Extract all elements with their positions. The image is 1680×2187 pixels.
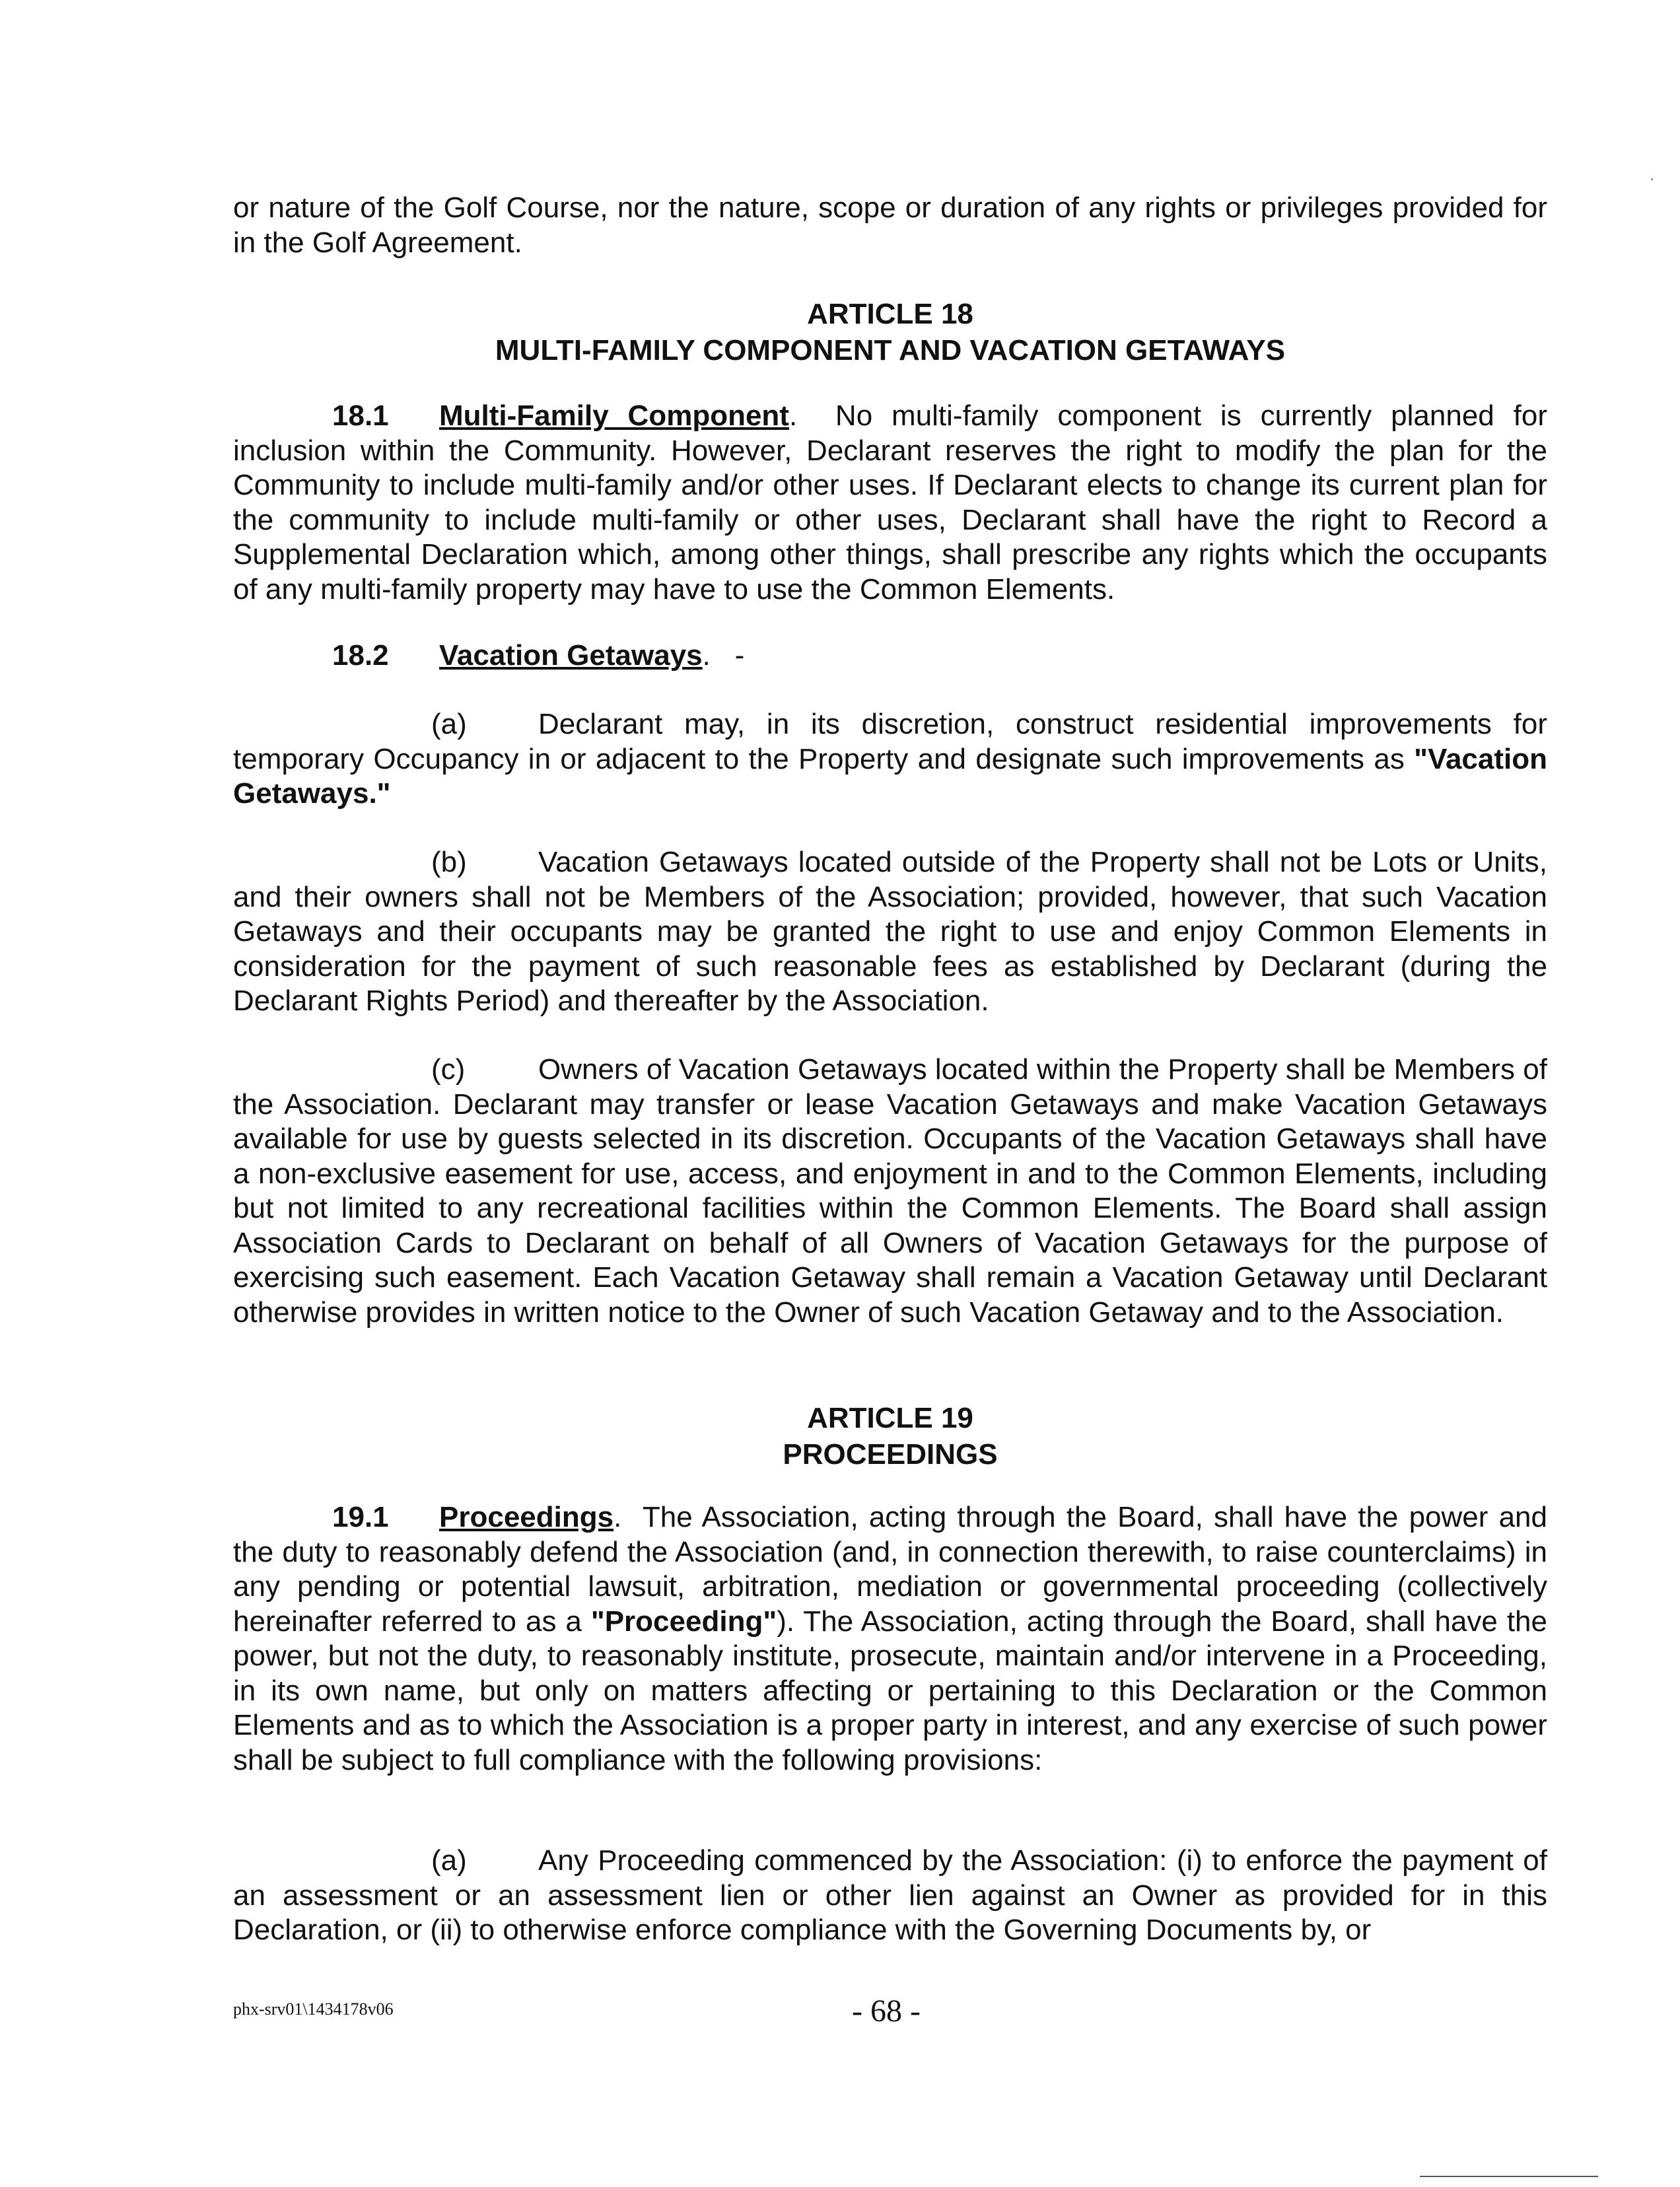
defined-term: "Vacation Getaways." <box>233 742 1547 810</box>
subsection-18-2-b <box>233 845 1547 1019</box>
article-18-title: MULTI-FAMILY COMPONENT AND VACATION GETAWAYS <box>495 334 1286 366</box>
section-19-1: 19.1 Proceedings. The Association, acting through the Board, shall have the power and the duty to reasonably defend the Association (and, in connection therewith, to raise counterclaims) in any pending or potential lawsuit, arbitration, mediation or governmental proceeding (collectively hereinafter referred to as a "Proceeding"). The Association, acting through the Board, shall have the power, but not the duty, to reasonably institute, prosecute, maintain and/or intervene in a Proceeding, in its own name, but only on matters affecting or pertaining to this Declaration or the Common Elements and as to which the Association is a proper party in interest, and any exercise of such power shall be subject to full compliance with the following provisions: <box>233 1501 1547 1776</box>
subsection-text: Vacation Getaways located outside of the Property shall not be Lots or Units, and their owners shall not be Members of the Association; provided, however, that such Vacation Getaways and their occupants may be granted the right to use and enjoy Common Elements in consideration for the payment of such reasonable fees as established by Declarant (during the Declarant Rights Period) and thereafter by the Association. <box>233 846 1547 1017</box>
scan-artifact-dot <box>1651 178 1653 180</box>
subsection-label: (b) <box>431 846 467 878</box>
scan-artifact-line <box>1420 2176 1598 2177</box>
subsection-text: Any Proceeding commenced by the Association: (i) to enforce the payment of an assessment or an assessment lien or other lien against an Owner as provided for in this Declaration, or (ii) to otherwise enforce compliance with the Governing Documents by, or <box>233 1844 1547 1946</box>
section-18-1: 18.1 Multi-Family Component. No multi-family component is currently planned for inclusion within the Community. However, Declarant reserves the right to modify the plan for the Community to include multi-family and/or other uses. If Declarant elects to change its current plan for the community to include multi-family or other uses, Declarant shall have the right to Record a Supplemental Declaration which, among other things, shall prescribe any rights which the occupants of any multi-family property may have to use the Common Elements. <box>233 399 1547 606</box>
subsection-18-2-c <box>233 1053 1547 1330</box>
defined-term: "Proceeding" <box>590 1605 777 1638</box>
stray-mark: - <box>734 639 745 672</box>
article-18-heading <box>233 296 1547 368</box>
subsection-label: (c) <box>431 1053 466 1086</box>
section-number: 19.1 <box>332 1501 389 1533</box>
article-18-number: ARTICLE 18 <box>807 298 973 330</box>
intro-paragraph <box>233 191 1547 260</box>
article-19-title: PROCEEDINGS <box>783 1438 998 1471</box>
section-title: Multi-Family Component <box>439 399 789 432</box>
section-text: No multi-family component is currently planned for inclusion within the Community. However, Declarant reserves the right to modify the plan for the Community to include multi-family and/or other uses. If Declarant elects to change its current plan for the community to include multi-family or other uses, Declarant shall have the right to Record a Supplemental Declaration which, among other things, shall prescribe any rights which the occupants of any multi-family property may have to use the Common Elements. <box>233 399 1547 606</box>
page-number: - 68 - <box>852 1994 921 2029</box>
section-number: 18.2 <box>332 639 389 672</box>
article-19-heading <box>233 1400 1547 1473</box>
subsection-label: (a) <box>431 1844 467 1877</box>
intro-text: or nature of the Golf Course, nor the nature, scope or duration of any rights or privileges provided for in the Golf Agreement. <box>233 191 1547 259</box>
document-id: phx-srv01\1434178v06 <box>233 1999 394 2019</box>
section-title: Proceedings <box>439 1501 614 1533</box>
section-number: 18.1 <box>332 399 389 432</box>
subsection-text: Owners of Vacation Getaways located within the Property shall be Members of the Association. Declarant may transfer or lease Vacation Getaways and make Vacation Getaways available for use by guests selected in its discretion. Occupants of the Vacation Getaways shall have a non-exclusive easement for use, access, and enjoyment in and to the Common Elements, including but not limited to any recreational facilities within the Common Elements. The Board shall assign Association Cards to Declarant on behalf of all Owners of Vacation Getaways for the purpose of exercising such easement. Each Vacation Getaway shall remain a Vacation Getaway until Declarant otherwise provides in written notice to the Owner of such Vacation Getaway and to the Association. <box>233 1053 1547 1329</box>
subsection-18-2-a <box>233 707 1547 812</box>
article-19-number: ARTICLE 19 <box>807 1402 973 1434</box>
section-text-continued: ). The Association, acting through the Board, shall have the power, but not the duty, to reasonably institute, prosecute, maintain and/or intervene in a Proceeding, in its own name, but only on matters affecting or pertaining to this Declaration or the Common Elements and as to which the Association is a proper party in interest, and any exercise of such power shall be subject to full compliance with the following provisions: <box>233 1605 1547 1776</box>
section-title: Vacation Getaways <box>439 639 703 672</box>
section-18-2-heading: 18.2 Vacation Getaways. - <box>233 639 1547 674</box>
subsection-text: Declarant may, in its discretion, construct residential improvements for temporary Occupancy in or adjacent to the Property and designate such improvements as <box>233 708 1547 775</box>
subsection-19-1-a <box>233 1844 1547 1948</box>
section-text: The Association, acting through the Board, shall have the power and the duty to reasonably defend the Association (and, in connection therewith, to raise counterclaims) in any pending or potential lawsuit, arbitration, mediation or governmental proceeding (collectively hereinafter referred to as a <box>233 1501 1547 1638</box>
subsection-label: (a) <box>431 708 467 740</box>
